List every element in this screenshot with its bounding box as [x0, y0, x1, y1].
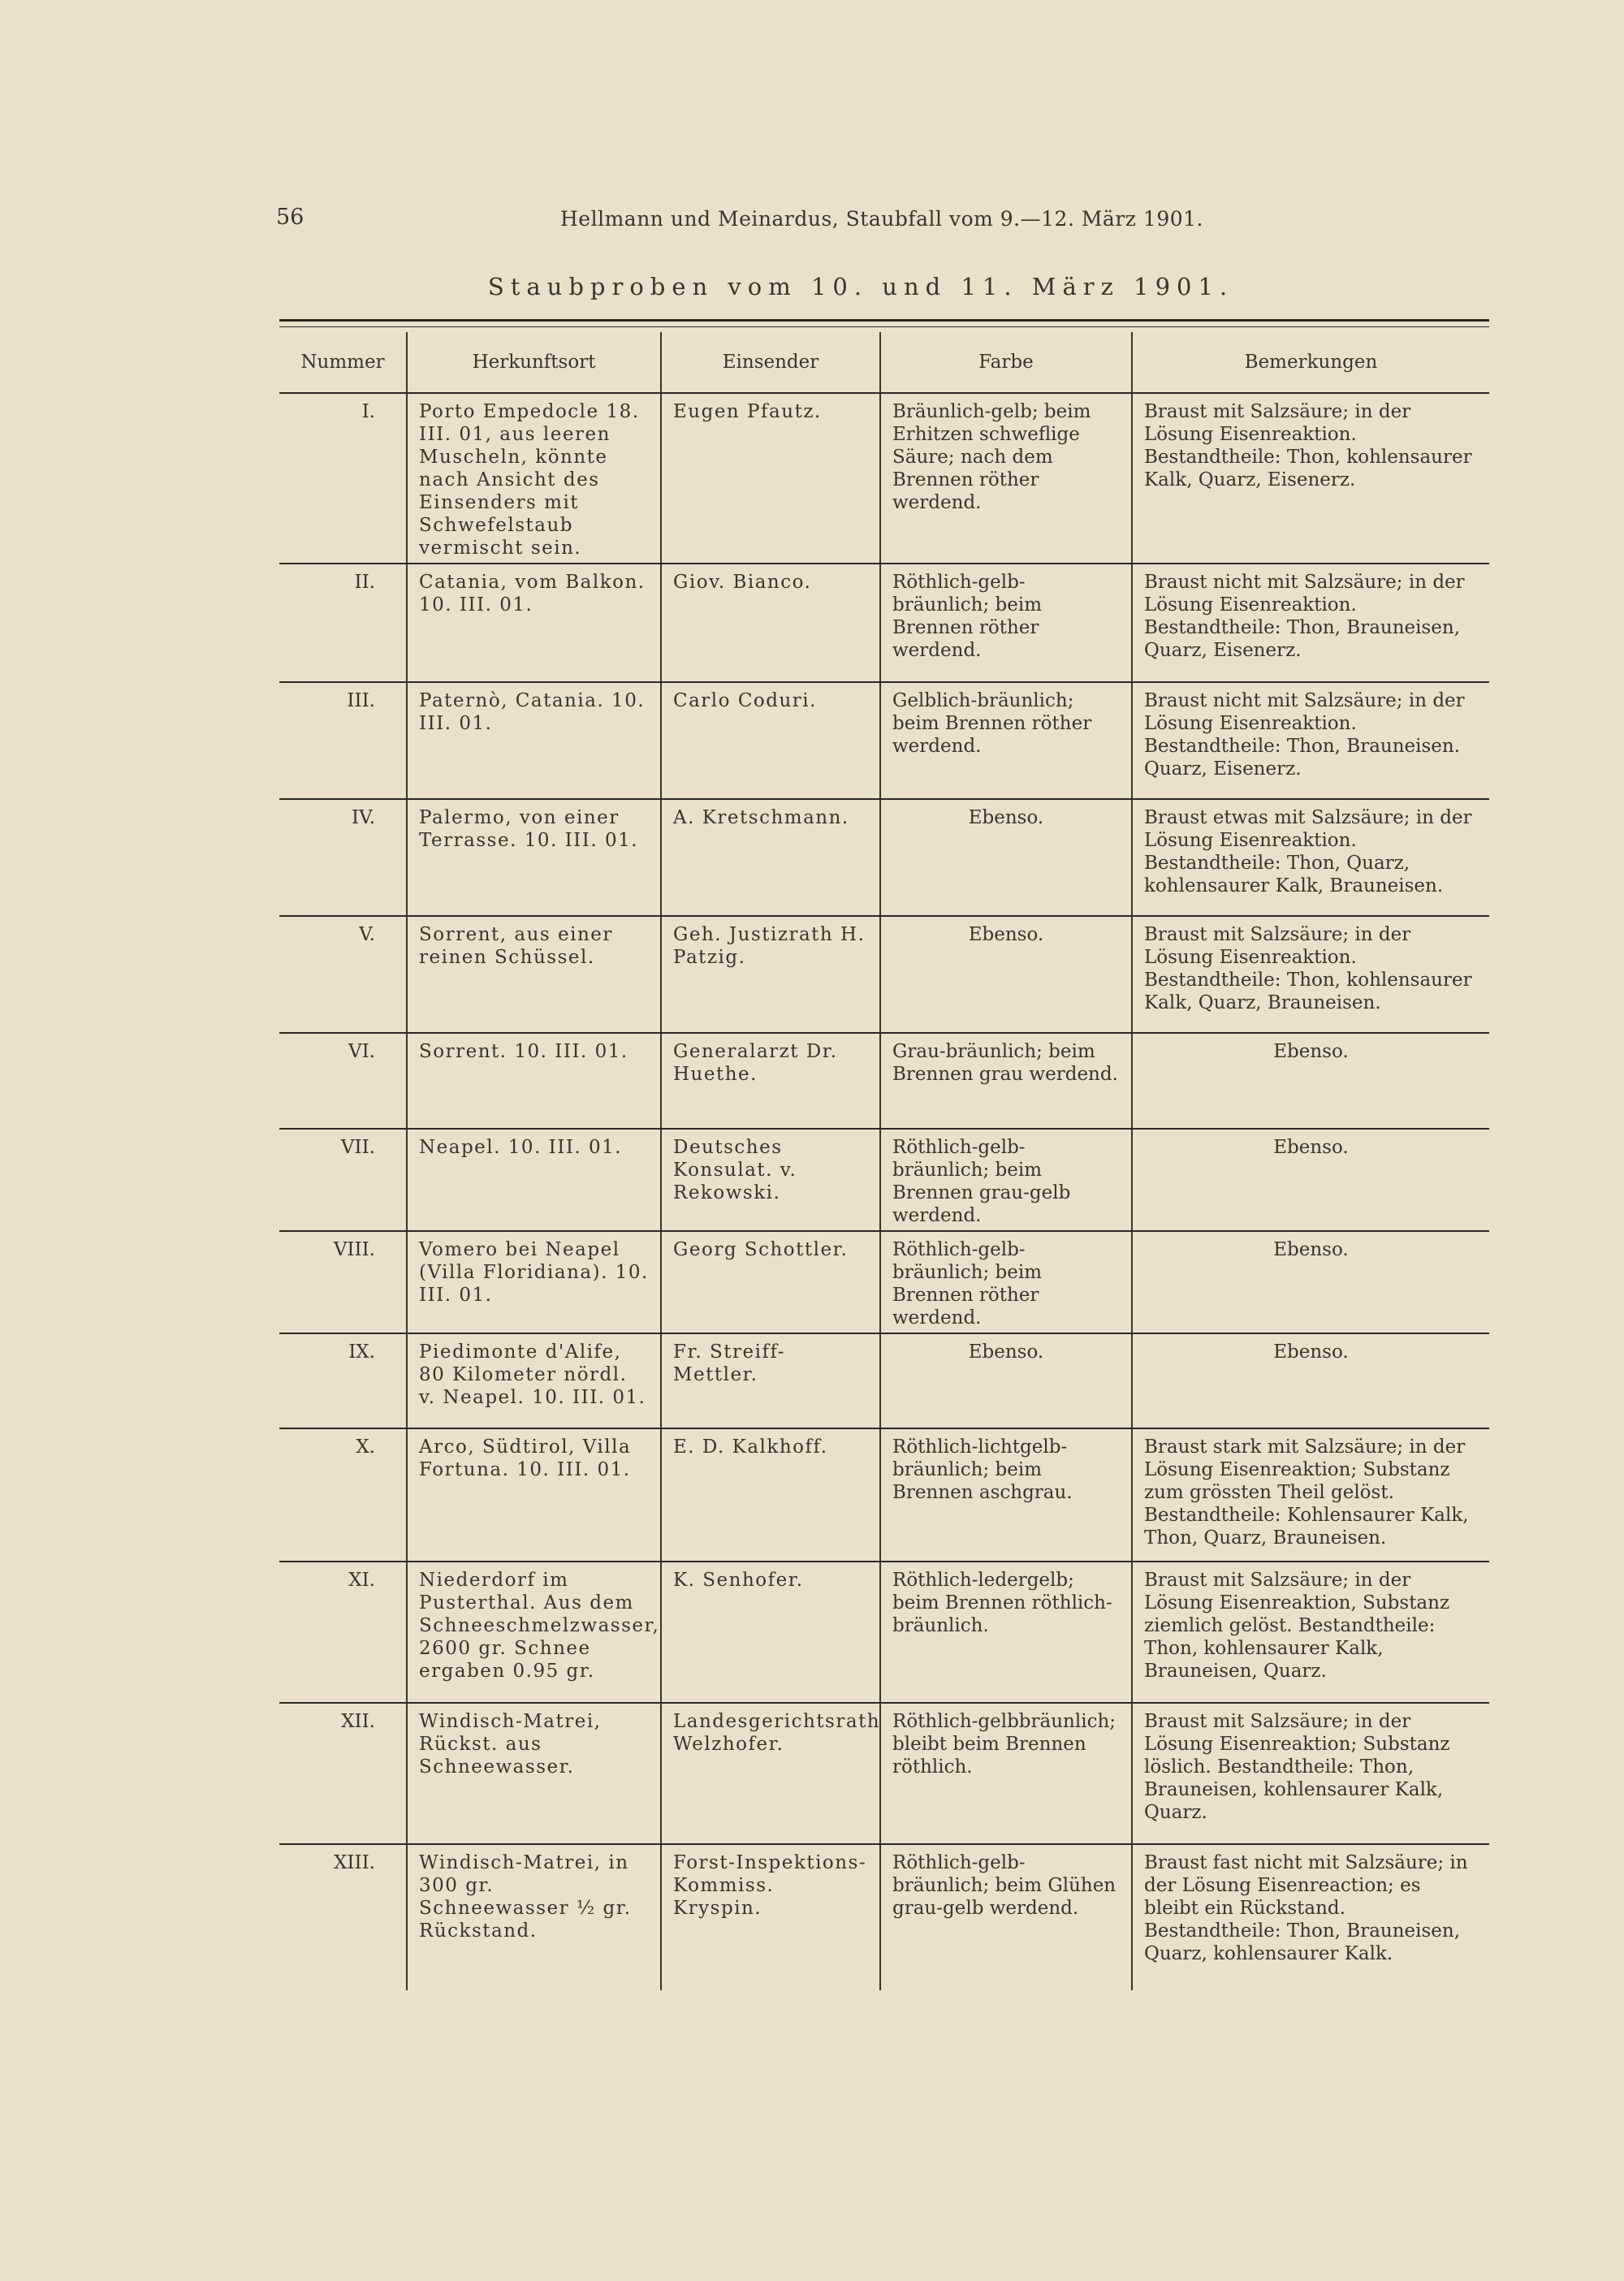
cell-nummer: XII.: [279, 1703, 407, 1844]
cell-nummer: VII.: [279, 1129, 407, 1231]
cell-herkunftsort: Neapel. 10. III. 01.: [407, 1129, 661, 1231]
cell-bemerkungen: Braust fast nicht mit Salzsäure; in der Lösung Eisenreaction; es bleibt ein Rückstand. Bestandtheile: Thon, Brauneisen, Quarz, kohlensaurer Kalk.: [1132, 1844, 1489, 1990]
cell-nummer: V.: [279, 916, 407, 1033]
table-row: [279, 393, 1489, 564]
cell-einsender: Landesgerichtsrath Welzhofer.: [661, 1703, 880, 1844]
cell-einsender: Giov. Bianco.: [661, 564, 880, 682]
cell-bemerkungen: Braust nicht mit Salzsäure; in der Lösung Eisenreaktion. Bestandtheile: Thon, Brauneisen. Quarz, Eisenerz.: [1132, 682, 1489, 799]
cell-bemerkungen: Braust stark mit Salzsäure; in der Lösung Eisenreaktion; Substanz zum grössten Theil gelöst. Bestandtheile: Kohlensaurer Kalk, Thon, Quarz, Brauneisen.: [1132, 1428, 1489, 1562]
cell-einsender: Forst-Inspektions-Kommiss. Kryspin.: [661, 1844, 880, 1990]
cell-bemerkungen: Braust mit Salzsäure; in der Lösung Eisenreaktion, Substanz ziemlich gelöst. Bestandtheile: Thon, kohlensaurer Kalk, Brauneisen, Quarz.: [1132, 1562, 1489, 1703]
cell-nummer: XIII.: [334, 1852, 375, 1873]
cell-herkunftsort: Arco, Südtirol, Villa Fortuna. 10. III. 01.: [407, 1428, 661, 1562]
cell-bemerkungen: Braust etwas mit Salzsäure; in der Lösung Eisenreaktion. Bestandtheile: Thon, Quarz, kohlensaurer Kalk, Brauneisen.: [1132, 799, 1489, 916]
cell-farbe: Gelblich-bräunlich; beim Brennen röther werdend.: [880, 682, 1132, 799]
cell-bemerkungen: Braust mit Salzsäure; in der Lösung Eisenreaktion. Bestandtheile: Thon, kohlensaurer Kalk, Quarz, Eisenerz.: [1132, 393, 1489, 564]
cell-herkunftsort: Sorrent, aus einer reinen Schüssel.: [407, 916, 661, 1033]
cell-herkunftsort: Sorrent. 10. III. 01.: [407, 1033, 661, 1129]
cell-bemerkungen: Ebenso.: [1132, 1033, 1489, 1129]
cell-einsender: K. Senhofer.: [661, 1562, 880, 1703]
samples-table: [279, 332, 1489, 1990]
cell-bemerkungen: Ebenso.: [1132, 1333, 1489, 1428]
cell-nummer: III.: [279, 682, 407, 799]
cell-herkunftsort: Palermo, von einer Terrasse. 10. III. 01.: [407, 799, 661, 916]
table-row: [279, 564, 1489, 682]
cell-farbe: Bräunlich-gelb; beim Erhitzen schweflige Säure; nach dem Brennen röther werdend.: [880, 393, 1132, 564]
table-row: [279, 1129, 1489, 1231]
cell-einsender: Deutsches Konsulat. v. Rekowski.: [661, 1129, 880, 1231]
column-header-farbe: Farbe: [880, 332, 1132, 393]
table-row: [279, 682, 1489, 799]
cell-farbe: Röthlich-gelb-bräunlich; beim Glühen grau-gelb werdend.: [880, 1844, 1132, 1990]
cell-bemerkungen: Ebenso.: [1132, 1231, 1489, 1333]
cell-herkunftsort: Porto Empedocle 18. III. 01, aus leeren Muscheln, könnte nach Ansicht des Einsenders mit Schwefelstaub vermischt sein.: [407, 393, 661, 564]
table-top-thin-rule: [279, 326, 1489, 327]
cell-nummer: IV.: [279, 799, 407, 916]
table-row: [279, 1333, 1489, 1428]
cell-herkunftsort: Piedimonte d'Alife, 80 Kilometer nördl. v. Neapel. 10. III. 01.: [407, 1333, 661, 1428]
table-row: [279, 1844, 1489, 1990]
cell-farbe: Ebenso.: [880, 1333, 1132, 1428]
cell-herkunftsort: Windisch-Matrei, in 300 gr. Schneewasser ½ gr. Rückstand.: [407, 1844, 661, 1990]
cell-herkunftsort: Niederdorf im Pusterthal. Aus dem Schneeschmelzwasser, 2600 gr. Schnee ergaben 0.95 gr.: [407, 1562, 661, 1703]
cell-herkunftsort: Vomero bei Neapel (Villa Floridiana). 10. III. 01.: [407, 1231, 661, 1333]
cell-farbe: Röthlich-gelb-bräunlich; beim Brennen röther werdend.: [880, 1231, 1132, 1333]
table-row: [279, 1033, 1489, 1129]
cell-nummer: II.: [279, 564, 407, 682]
table-top-rule: [279, 319, 1489, 322]
cell-farbe: Röthlich-gelbbräunlich; bleibt beim Brennen röthlich.: [880, 1703, 1132, 1844]
table-row: [279, 799, 1489, 916]
cell-farbe: Röthlich-lichtgelb-bräunlich; beim Brennen aschgrau.: [880, 1428, 1132, 1562]
cell-farbe: Grau-bräunlich; beim Brennen grau werdend.: [880, 1033, 1132, 1129]
cell-einsender: Geh. Justizrath H. Patzig.: [661, 916, 880, 1033]
cell-einsender: Fr. Streiff-Mettler.: [661, 1333, 880, 1428]
cell-herkunftsort: Catania, vom Balkon. 10. III. 01.: [407, 564, 661, 682]
cell-bemerkungen: Braust mit Salzsäure; in der Lösung Eisenreaktion; Substanz löslich. Bestandtheile: Thon, Brauneisen, kohlensaurer Kalk, Quarz.: [1132, 1703, 1489, 1844]
page-number: 56: [276, 205, 304, 230]
cell-nummer: X.: [279, 1428, 407, 1562]
cell-herkunftsort: Paternò, Catania. 10. III. 01.: [407, 682, 661, 799]
table-row: [279, 1703, 1489, 1844]
cell-einsender: Georg Schottler.: [661, 1231, 880, 1333]
column-header-nummer: Nummer: [279, 332, 407, 393]
column-header-herkunftsort: Herkunftsort: [407, 332, 661, 393]
cell-herkunftsort: Windisch-Matrei, Rückst. aus Schneewasser.: [407, 1703, 661, 1844]
cell-bemerkungen: Braust mit Salzsäure; in der Lösung Eisenreaktion. Bestandtheile: Thon, kohlensaurer Kalk, Quarz, Brauneisen.: [1132, 916, 1489, 1033]
cell-einsender: Carlo Coduri.: [661, 682, 880, 799]
cell-bemerkungen: Ebenso.: [1132, 1129, 1489, 1231]
column-header-bemerkungen: Bemerkungen: [1132, 332, 1489, 393]
cell-einsender: E. D. Kalkhoff.: [661, 1428, 880, 1562]
cell-farbe: Ebenso.: [880, 799, 1132, 916]
cell-farbe: Röthlich-gelb-bräunlich; beim Brennen röther werdend.: [880, 564, 1132, 682]
cell-nummer: IX.: [279, 1333, 407, 1428]
cell-bemerkungen: Braust nicht mit Salzsäure; in der Lösung Eisenreaktion. Bestandtheile: Thon, Brauneisen, Quarz, Eisenerz.: [1132, 564, 1489, 682]
table-row: [279, 916, 1489, 1033]
cell-nummer: VIII.: [279, 1231, 407, 1333]
cell-farbe: Röthlich-ledergelb; beim Brennen röthlich-bräunlich.: [880, 1562, 1132, 1703]
running-title: Hellmann und Meinardus, Staubfall vom 9.—12. März 1901.: [560, 207, 1203, 231]
table-row: [279, 1231, 1489, 1333]
header-row: [279, 332, 1489, 393]
table-row: [279, 1562, 1489, 1703]
cell-nummer: XI.: [279, 1562, 407, 1703]
cell-nummer: VI.: [279, 1033, 407, 1129]
table-title: Staubproben vom 10. und 11. März 1901.: [487, 273, 1234, 300]
cell-nummer: I.: [279, 393, 407, 564]
cell-farbe: Ebenso.: [880, 916, 1132, 1033]
table-row: [279, 1428, 1489, 1562]
cell-farbe: Röthlich-gelb-bräunlich; beim Brennen grau-gelb werdend.: [880, 1129, 1132, 1231]
cell-einsender: Eugen Pfautz.: [661, 393, 880, 564]
column-header-einsender: Einsender: [661, 332, 880, 393]
cell-einsender: Generalarzt Dr. Huethe.: [661, 1033, 880, 1129]
cell-einsender: A. Kretschmann.: [661, 799, 880, 916]
